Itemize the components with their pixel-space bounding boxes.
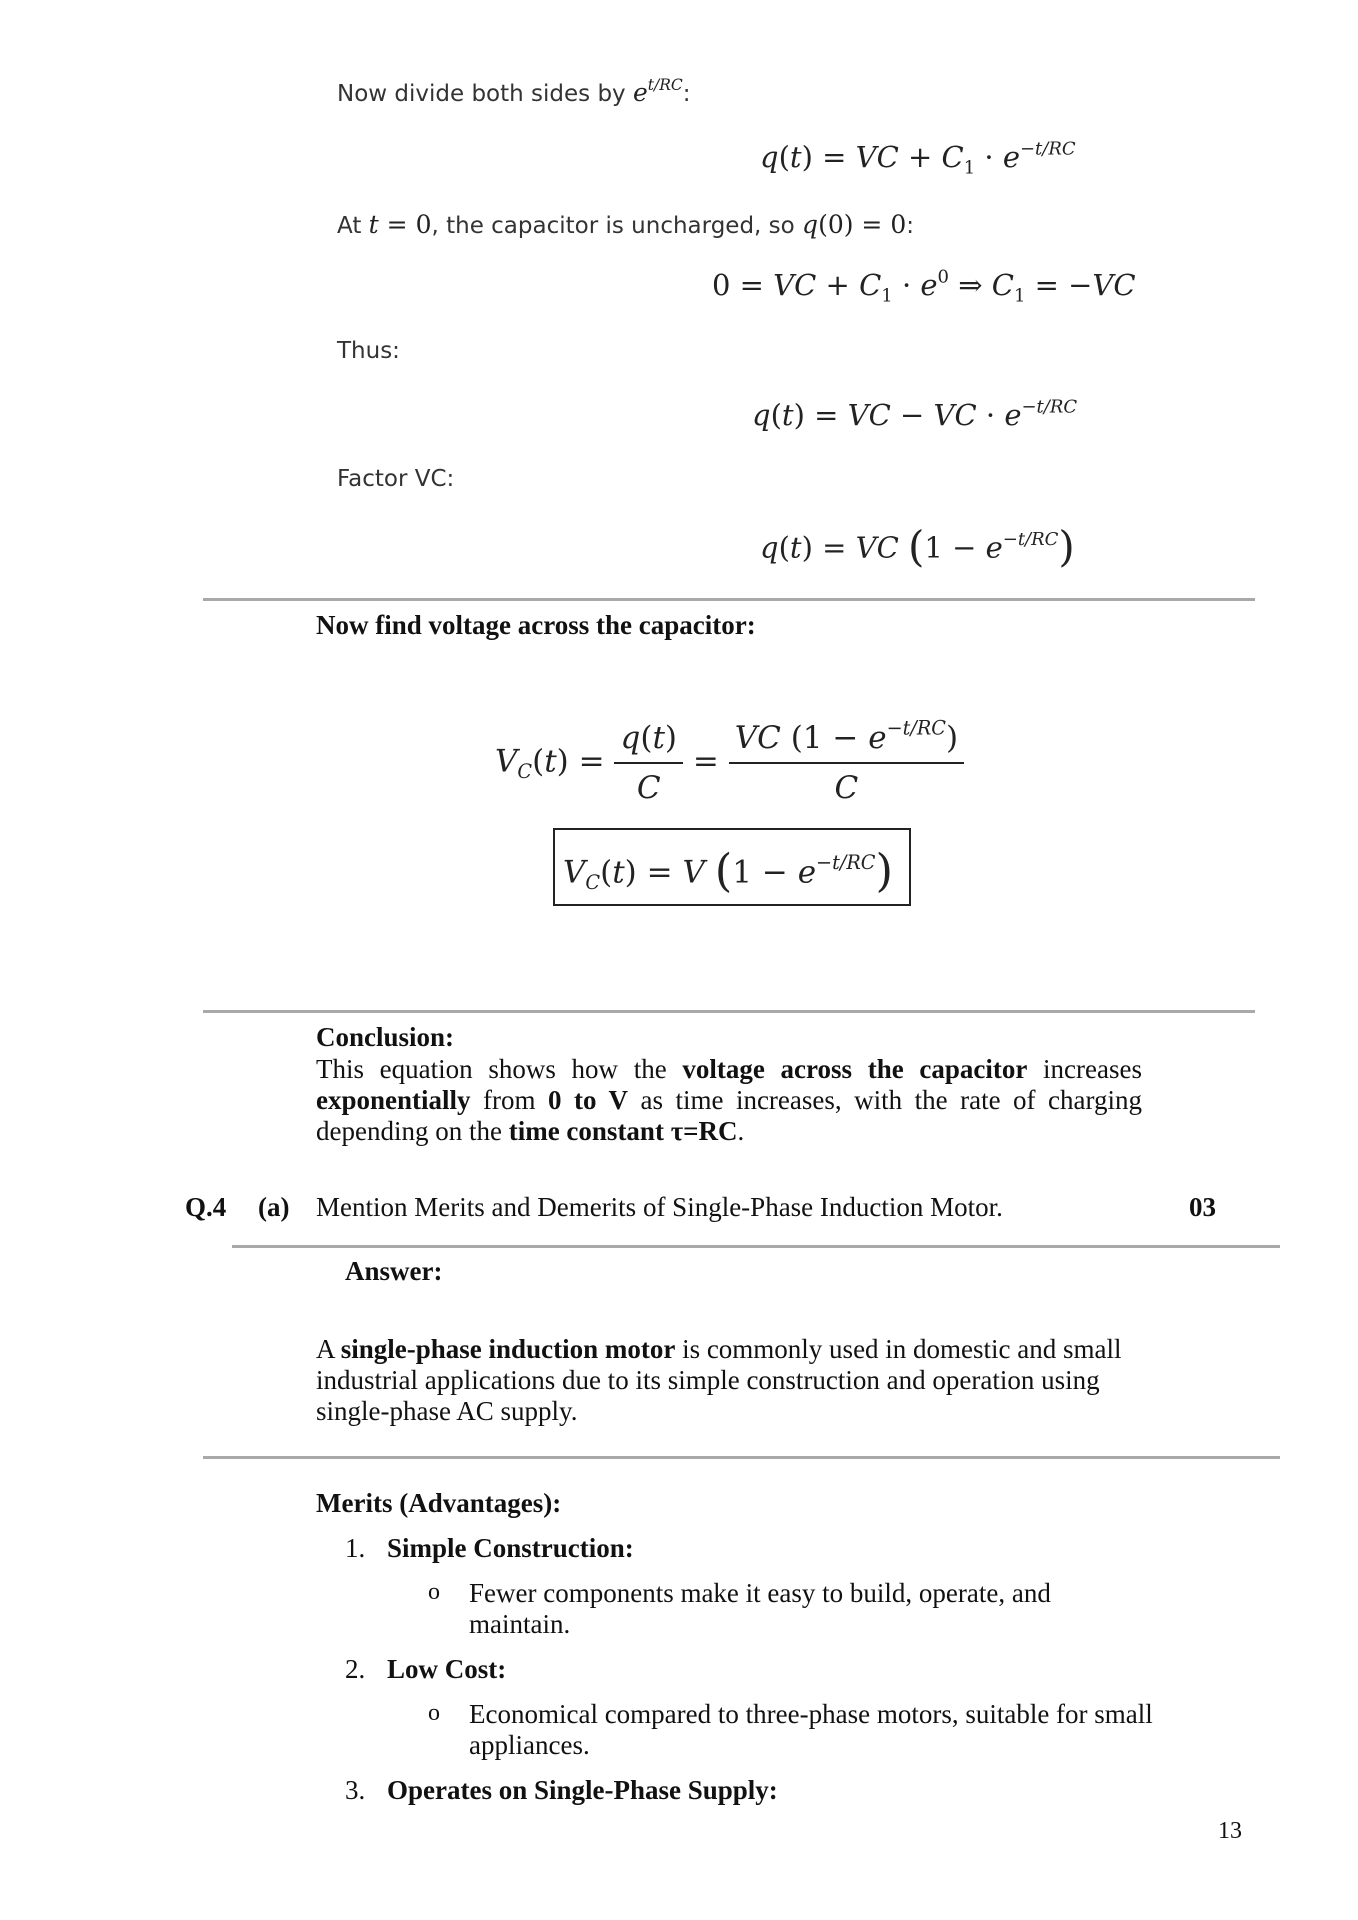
question-text: Mention Merits and Demerits of Single-Phase Induction Motor. — [316, 1192, 1003, 1222]
merit-1-bullet: o — [428, 1579, 440, 1605]
boxed-result — [553, 828, 911, 906]
answer-intro-pre: A — [316, 1334, 335, 1364]
merit-1-number: 1. — [345, 1533, 366, 1563]
question-number: Q.4 — [185, 1192, 227, 1222]
fraction-exponent: −t/RC — [886, 716, 946, 740]
equation-initial-condition: 0 = VC + $C_1 \cdot e^0$ ⇒ $C_1 = -VC$ — [712, 266, 1136, 307]
merit-2-number: 2. — [345, 1654, 366, 1684]
merit-3-number: 3. — [345, 1775, 366, 1805]
page-number: 13 — [1218, 1818, 1242, 1844]
conclusion-line-3 — [316, 1116, 1142, 1147]
equation-voltage-result: $V_C(t) = V$ $(1 - e^{-t/RC})$ — [563, 844, 894, 897]
divider-3 — [232, 1245, 1280, 1248]
question-part: (a) — [258, 1192, 290, 1222]
fraction-q-over-c: $\frac{q(t)}{C}$ — [614, 720, 683, 806]
fraction-vc-over-c: $\frac{VC (1 - e^{-t/RC})}{C}$ — [729, 720, 964, 806]
equation-voltage-fraction: $V_C(t)$ = $\frac{q(t)}{C}$ = $\frac{VC (1 - e^{-t/RC})}{C}$ — [495, 720, 964, 806]
answer-intro — [316, 1334, 1156, 1427]
factor-label: Factor VC: — [337, 466, 455, 492]
merit-2-title: Low Cost: — [387, 1654, 507, 1684]
thus-label: Thus: — [337, 338, 400, 364]
divider-2 — [203, 1010, 1255, 1013]
merit-2-detail: Economical compared to three-phase motors, suitable for small appliances. — [469, 1699, 1153, 1760]
conclusion-text-10: . — [737, 1116, 745, 1146]
conclusion-line-2 — [316, 1085, 1142, 1116]
conclusion-line-1 — [316, 1054, 1142, 1085]
answer-label: Answer: — [345, 1256, 443, 1286]
conclusion-heading: Conclusion: — [316, 1022, 455, 1052]
initial-condition-pre: At — [337, 213, 362, 239]
divide-step-text: Now divide both sides by $e^{t/RC}$: — [337, 76, 691, 107]
conclusion-text-4: exponentially — [316, 1085, 471, 1115]
question-marks: 03 — [1189, 1192, 1216, 1222]
merit-3-title: Operates on Single-Phase Supply: — [387, 1775, 778, 1805]
conclusion-text-3: increases — [1043, 1054, 1142, 1084]
conclusion-text-1: This equation shows how the — [316, 1054, 667, 1084]
conclusion-text-5: from — [483, 1085, 536, 1115]
divide-step-label: Now divide both sides by — [337, 81, 626, 107]
conclusion-text-6: 0 to V — [548, 1085, 628, 1115]
answer-intro-rest: is commonly used in domestic and small industrial applications due to its simple construction and operation using single-phase AC supply. — [316, 1334, 1122, 1426]
equation-charge-expanded: q(t) = VC − VC · $e^{-t/RC}$ — [752, 396, 1078, 432]
answer-intro-bold: single-phase induction motor — [340, 1334, 676, 1364]
boxed-exponent: −t/RC — [816, 850, 876, 874]
merits-heading: Merits (Advantages): — [316, 1488, 562, 1518]
merit-1-detail: Fewer components make it easy to build, operate, and maintain. — [469, 1578, 1051, 1639]
conclusion-body — [316, 1054, 1142, 1147]
divide-step-exponent: t/RC — [647, 76, 683, 95]
merit-2-bullet: o — [428, 1700, 440, 1726]
voltage-heading: Now find voltage across the capacitor: — [316, 610, 756, 640]
initial-condition-text: At t = 0, the capacitor is uncharged, so q(0) = 0: — [337, 210, 914, 239]
conclusion-text-9: time constant τ=RC — [508, 1116, 738, 1146]
eq3-exponent: −t/RC — [1021, 396, 1078, 418]
conclusion-text-8: depending on the — [316, 1116, 502, 1146]
divider-4 — [203, 1456, 1280, 1459]
conclusion-text-2: voltage across the capacitor — [682, 1054, 1028, 1084]
conclusion-text-7: as time increases, with the rate of charging — [640, 1085, 1143, 1115]
eq2-exponent: 0 — [937, 266, 949, 288]
initial-condition-mid: , the capacitor is uncharged, so — [431, 213, 795, 239]
divider-1 — [203, 598, 1255, 601]
equation-charge-general: q(t) = VC + $C_1 \cdot e^{-t/RC}$ — [760, 138, 1076, 179]
eq1-exponent: −t/RC — [1020, 138, 1076, 160]
merit-1-title: Simple Construction: — [387, 1533, 634, 1563]
eq4-exponent: −t/RC — [1002, 529, 1059, 551]
equation-charge-factored: q(t) = VC $(1 - e^{-t/RC})$ — [760, 522, 1075, 571]
